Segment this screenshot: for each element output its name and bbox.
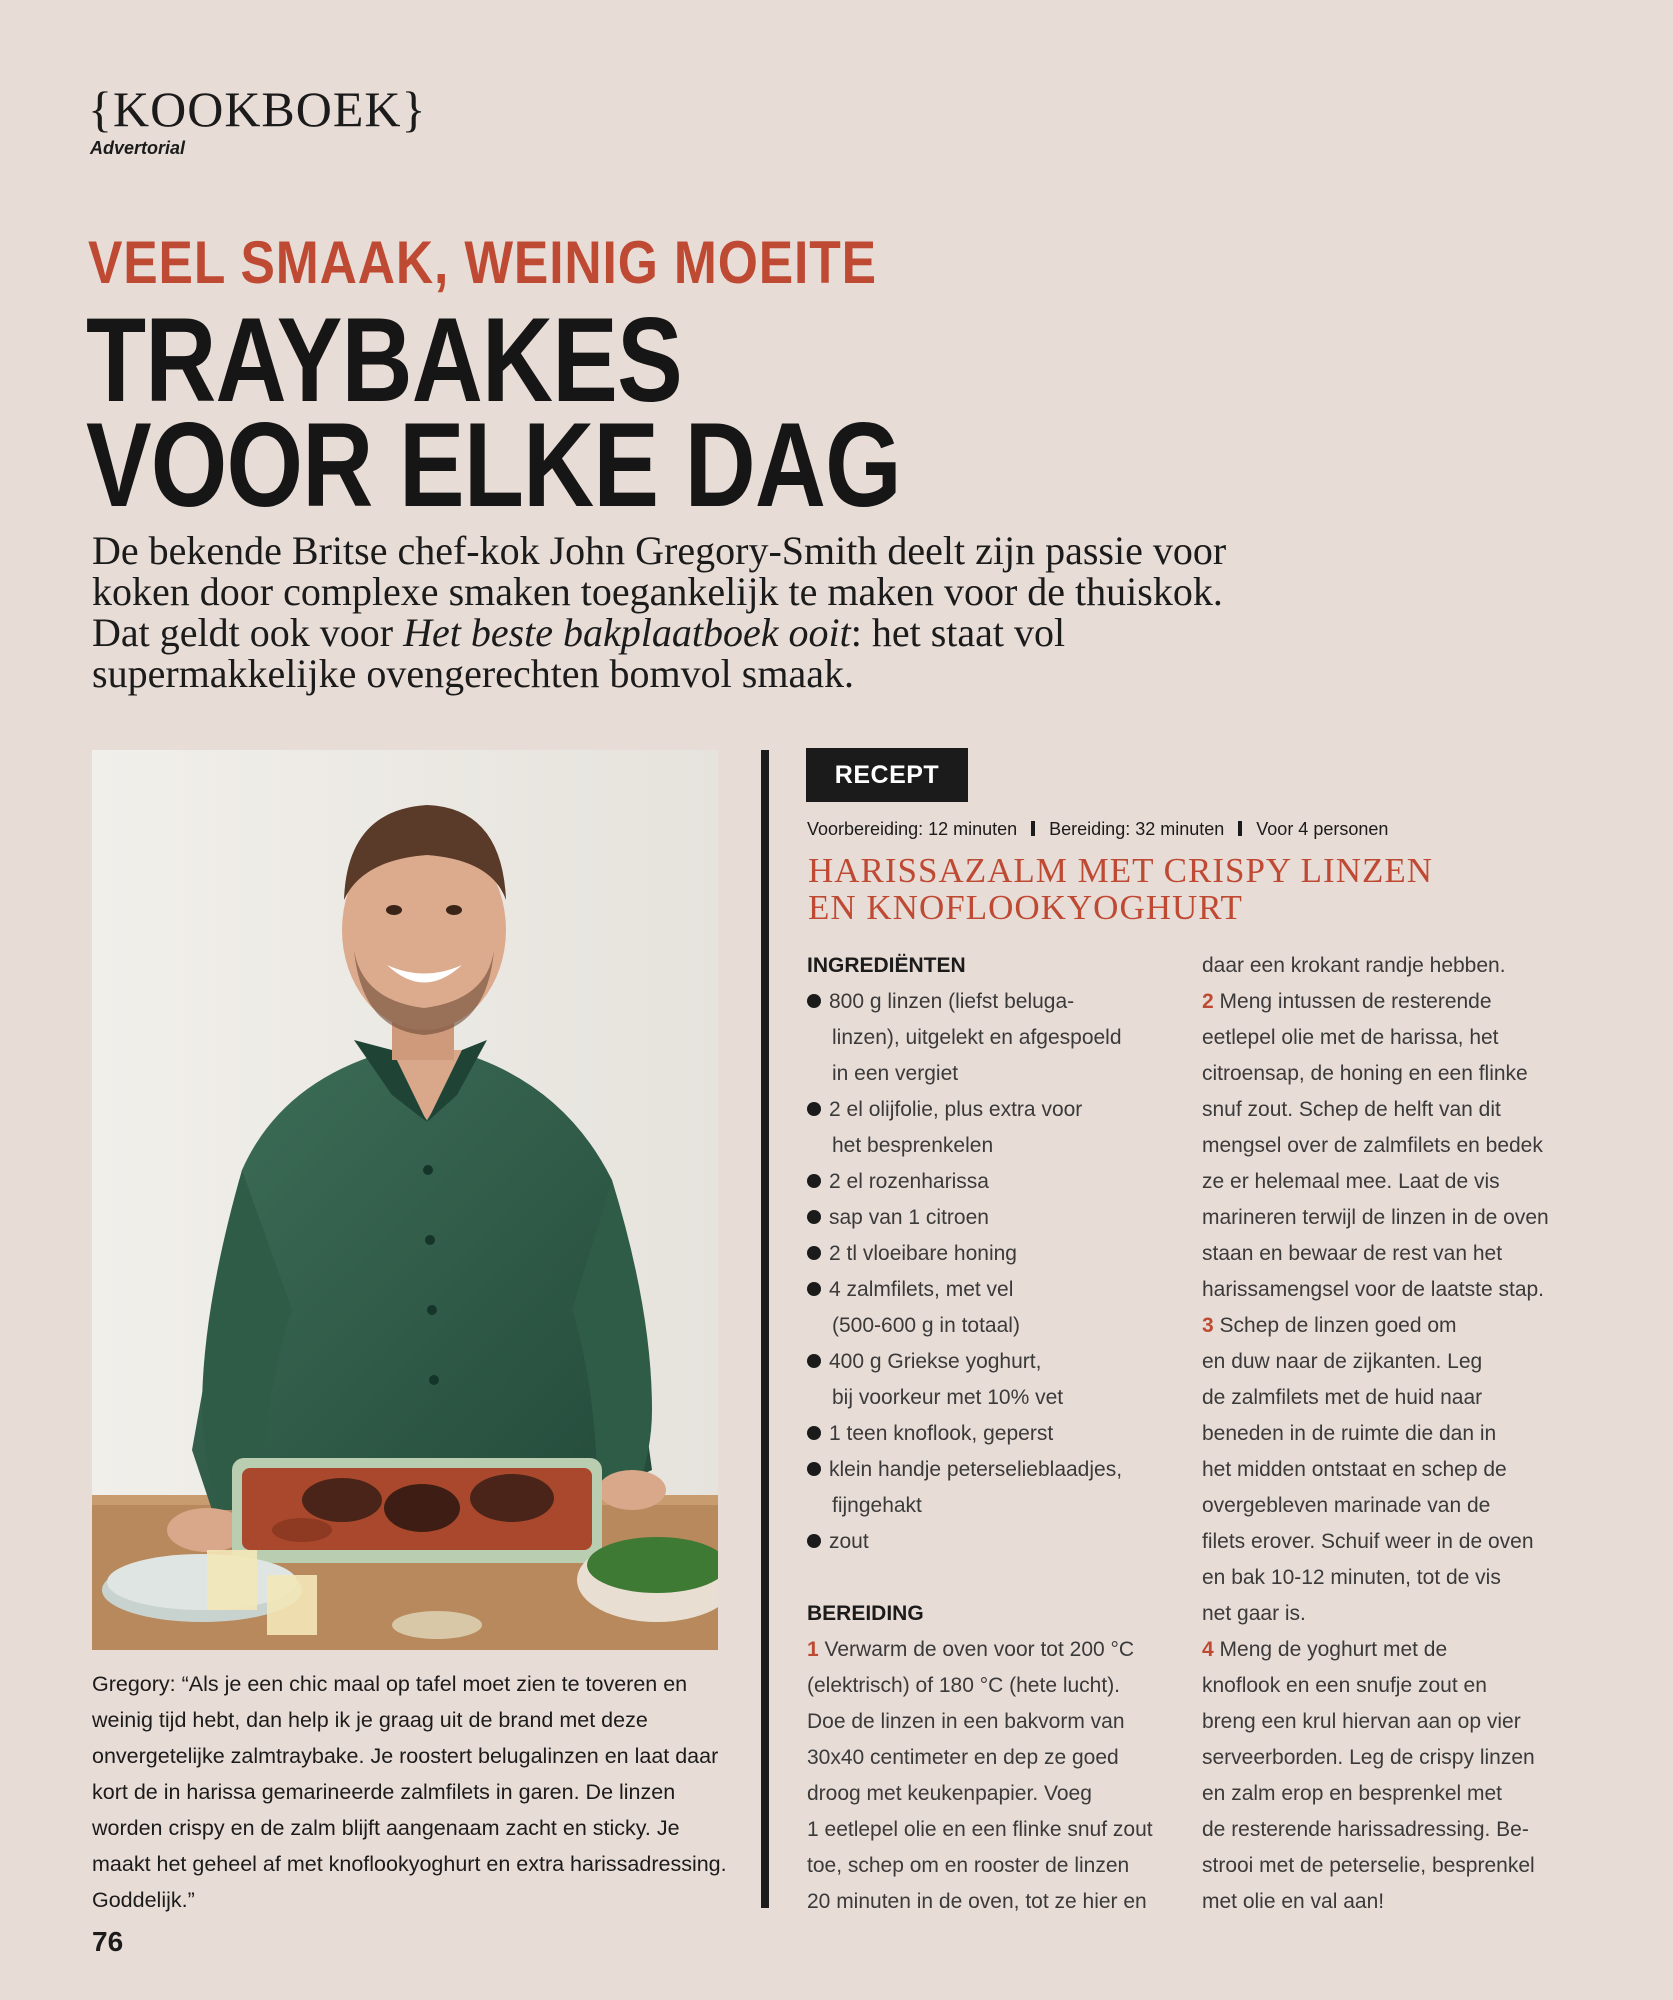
- ingredient-text: sap van 1 citroen: [829, 1206, 989, 1229]
- step-number: 1: [807, 1638, 819, 1661]
- headline-line-2: VOOR ELKE DAG: [86, 398, 901, 532]
- method-line: [1202, 1128, 1582, 1164]
- ingredient-line: [807, 1128, 1177, 1164]
- method-line: [1202, 1560, 1582, 1596]
- method-text: de resterende harissadressing. Be-: [1202, 1818, 1529, 1841]
- ingredient-line: [807, 1308, 1177, 1344]
- bullet-icon: [807, 1246, 821, 1260]
- method-text: filets erover. Schuif weer in de oven: [1202, 1530, 1534, 1553]
- intro-text-end: : het staat vol supermakkelijke ovengerechten bomvol smaak.: [92, 610, 1066, 696]
- section-tag: {KOOKBOEK}: [88, 81, 427, 137]
- recipe-badge: RECEPT: [806, 748, 968, 802]
- method-step-2: [1202, 984, 1582, 1308]
- ingredient-text: 2 el olijfolie, plus extra voor: [829, 1098, 1083, 1121]
- ingredient-item: [807, 1416, 1177, 1452]
- method-step-3: [1202, 1308, 1582, 1632]
- ingredient-line: [807, 1488, 1177, 1524]
- method-text: en zalm erop en besprenkel met: [1202, 1782, 1502, 1805]
- ingredient-text: linzen), uitgelekt en afgespoeld: [832, 1026, 1122, 1049]
- ingredient-text: zout: [829, 1530, 869, 1553]
- prep-time: Voorbereiding: 12 minuten: [807, 819, 1018, 839]
- method-text: toe, schep om en rooster de linzen: [807, 1854, 1130, 1877]
- method-text: citroensap, de honing en een flinke: [1202, 1062, 1528, 1085]
- method-step-1: [807, 1632, 1177, 1920]
- ingredient-text: 2 tl vloeibare honing: [829, 1242, 1017, 1265]
- meta-separator: [1031, 821, 1035, 836]
- ingredient-line: [807, 1092, 1177, 1128]
- method-text: snuf zout. Schep de helft van dit: [1202, 1098, 1501, 1121]
- bullet-icon: [807, 1102, 821, 1116]
- ingredient-text: 1 teen knoflook, geperst: [829, 1422, 1054, 1445]
- method-text: eetlepel olie met de harissa, het: [1202, 1026, 1499, 1049]
- method-text: serveerborden. Leg de crispy linzen: [1202, 1746, 1535, 1769]
- method-line: [807, 1632, 1177, 1668]
- chef-quote: Gregory: “Als je een chic maal op tafel moet zien te toveren en weinig tijd hebt, dan help ik je graag uit de brand met deze onvergetelijke zalmtraybake. Je roostert belugalinzen en laat daar kort de in harissa gemarineerde zalmfilets in garen. De linzen worden crispy en de zalm blijft aangenaam zacht en sticky. Je maakt het geheel af met knoflookyoghurt en extra harissadressing. Goddelijk.”: [92, 1672, 727, 1912]
- ingredient-line: [807, 1344, 1177, 1380]
- method-heading: BEREIDING: [807, 1602, 924, 1625]
- method-text: strooi met de peterselie, besprenkel: [1202, 1854, 1535, 1877]
- recipe-meta: [807, 819, 1388, 840]
- method-text: de zalmfilets met de huid naar: [1202, 1386, 1483, 1409]
- step-number: 3: [1202, 1314, 1214, 1337]
- ingredient-line: [807, 1056, 1177, 1092]
- method-line: [1202, 1524, 1582, 1560]
- step-number: 2: [1202, 990, 1214, 1013]
- ingredient-text: 800 g linzen (liefst beluga-: [829, 990, 1075, 1013]
- ingredient-text: klein handje peterselieblaadjes,: [829, 1458, 1123, 1481]
- method-line: [1202, 1344, 1582, 1380]
- bullet-icon: [807, 1426, 821, 1440]
- method-text: ze er helemaal mee. Laat de vis: [1202, 1170, 1500, 1193]
- method-line: [1202, 1740, 1582, 1776]
- ingredient-text: fijngehakt: [832, 1494, 922, 1517]
- bullet-icon: [807, 1174, 821, 1188]
- ingredient-line: [807, 1380, 1177, 1416]
- method-text: marineren terwijl de linzen in de oven: [1202, 1206, 1549, 1229]
- chef-photo: [92, 750, 718, 1650]
- method-text: overgebleven marinade van de: [1202, 1494, 1491, 1517]
- recipe-column-right: [1202, 948, 1582, 1920]
- method-line: [1202, 1272, 1582, 1308]
- method-text: Schep de linzen goed om: [1219, 1314, 1457, 1337]
- method-line: [1202, 1488, 1582, 1524]
- ingredient-line: [807, 1416, 1177, 1452]
- method-text: en duw naar de zijkanten. Leg: [1202, 1350, 1483, 1373]
- bullet-icon: [807, 1462, 821, 1476]
- intro-paragraph: [92, 530, 1232, 694]
- method-line: [807, 1848, 1177, 1884]
- method-line: [1202, 1200, 1582, 1236]
- method-line: [1202, 1776, 1582, 1812]
- method-text: Meng de yoghurt met de: [1219, 1638, 1448, 1661]
- method-text: net gaar is.: [1202, 1602, 1306, 1625]
- method-text: 30x40 centimeter en dep ze goed: [807, 1746, 1119, 1769]
- ingredient-text: (500-600 g in totaal): [832, 1314, 1020, 1337]
- page-number: 76: [92, 1926, 124, 1957]
- ingredient-line: [807, 1236, 1177, 1272]
- recipe-title-line-2: EN KNOFLOOKYOGHURT: [808, 888, 1243, 927]
- method-text: beneden in de ruimte die dan in: [1202, 1422, 1497, 1445]
- method-line: [1202, 984, 1582, 1020]
- column-divider: [761, 750, 769, 1908]
- method-line: [1202, 1632, 1582, 1668]
- bullet-icon: [807, 1354, 821, 1368]
- bullet-icon: [807, 1210, 821, 1224]
- method-line: [1202, 1236, 1582, 1272]
- ingredient-line: [807, 1020, 1177, 1056]
- ingredient-item: [807, 1524, 1177, 1560]
- method-line: [1202, 1848, 1582, 1884]
- ingredient-item: [807, 1236, 1177, 1272]
- ingredients-heading: INGREDIËNTEN: [807, 954, 966, 977]
- meta-separator: [1238, 821, 1242, 836]
- method-line: [1202, 1020, 1582, 1056]
- ingredient-item: [807, 1272, 1177, 1344]
- method-line: [1202, 1668, 1582, 1704]
- method-text: staan en bewaar de rest van het: [1202, 1242, 1503, 1265]
- method-line: [1202, 1056, 1582, 1092]
- method-text: droog met keukenpapier. Voeg: [807, 1782, 1092, 1805]
- ingredient-line: [807, 1164, 1177, 1200]
- method-line: [1202, 1416, 1582, 1452]
- bullet-icon: [807, 1282, 821, 1296]
- method-line: [807, 1740, 1177, 1776]
- ingredient-list: [807, 984, 1177, 1560]
- method-text: Meng intussen de resterende: [1219, 990, 1492, 1013]
- ingredient-line: [807, 1272, 1177, 1308]
- ingredient-item: [807, 984, 1177, 1092]
- ingredient-line: [807, 984, 1177, 1020]
- cook-time: Bereiding: 32 minuten: [1049, 819, 1225, 839]
- method-line: [1202, 1308, 1582, 1344]
- method-line: [807, 1668, 1177, 1704]
- advertorial-label: Advertorial: [90, 138, 186, 158]
- method-line: [807, 1776, 1177, 1812]
- ingredient-item: [807, 1452, 1177, 1524]
- method-line: [1202, 1596, 1582, 1632]
- bullet-icon: [807, 994, 821, 1008]
- method-line: [807, 1884, 1177, 1920]
- method-text: 1 eetlepel olie en een flinke snuf zout: [807, 1818, 1153, 1841]
- intro-text-start: De bekende Britse chef-kok John Gregory-Smith deelt zijn passie voor koken door complexe smaken toegankelijk te maken voor de thuiskok. Dat geldt ook voor: [92, 528, 1227, 655]
- method-text: 20 minuten in de oven, tot ze hier en: [807, 1890, 1147, 1913]
- method-line: [1202, 1380, 1582, 1416]
- method-text: het midden ontstaat en schep de: [1202, 1458, 1507, 1481]
- ingredient-text: 400 g Griekse yoghurt,: [829, 1350, 1042, 1373]
- ingredient-item: [807, 1344, 1177, 1416]
- method-step-4: [1202, 1632, 1582, 1920]
- method-line: [1202, 1092, 1582, 1128]
- ingredient-item: [807, 1200, 1177, 1236]
- method-text: Doe de linzen in een bakvorm van: [807, 1710, 1125, 1733]
- method-text: knoflook en een snufje zout en: [1202, 1674, 1487, 1697]
- method-line: [807, 1812, 1177, 1848]
- ingredient-line: [807, 1200, 1177, 1236]
- step-1-continuation: daar een krokant randje hebben.: [1202, 954, 1506, 977]
- headline: [86, 293, 901, 532]
- ingredient-text: het besprenkelen: [832, 1134, 994, 1157]
- method-text: met olie en val aan!: [1202, 1890, 1385, 1913]
- bullet-icon: [807, 1534, 821, 1548]
- ingredient-text: bij voorkeur met 10% vet: [832, 1386, 1064, 1409]
- ingredient-text: in een vergiet: [832, 1062, 959, 1085]
- method-line: [1202, 1452, 1582, 1488]
- ingredient-text: 4 zalmfilets, met vel: [829, 1278, 1014, 1301]
- ingredient-text: 2 el rozenharissa: [829, 1170, 989, 1193]
- method-text: en bak 10-12 minuten, tot de vis: [1202, 1566, 1501, 1589]
- ingredient-line: [807, 1452, 1177, 1488]
- recipe-title: [808, 852, 1608, 926]
- method-line: [1202, 1884, 1582, 1920]
- ingredient-item: [807, 1092, 1177, 1164]
- ingredient-item: [807, 1164, 1177, 1200]
- method-line: [807, 1704, 1177, 1740]
- method-text: harissamengsel voor de laatste stap.: [1202, 1278, 1545, 1301]
- method-text: breng een krul hiervan aan op vier: [1202, 1710, 1521, 1733]
- recipe-column-left: [807, 948, 1177, 1920]
- recipe-title-line-1: HARISSAZALM MET CRISPY LINZEN: [808, 851, 1434, 890]
- method-line: [1202, 1704, 1582, 1740]
- headline-line-1: TRAYBAKES: [86, 293, 682, 427]
- method-text: Verwarm de oven voor tot 200 °C: [824, 1638, 1135, 1661]
- ingredient-line: [807, 1524, 1177, 1560]
- chef-photo-illustration: [92, 750, 718, 1650]
- book-title: Het beste bakplaatboek ooit: [403, 610, 851, 655]
- method-text: (elektrisch) of 180 °C (hete lucht).: [807, 1674, 1121, 1697]
- step-number: 4: [1202, 1638, 1214, 1661]
- method-line: [1202, 1812, 1582, 1848]
- method-text: mengsel over de zalmfilets en bedek: [1202, 1134, 1543, 1157]
- method-line: [1202, 1164, 1582, 1200]
- kicker: VEEL SMAAK, WEINIG MOEITE: [88, 229, 877, 296]
- servings: Voor 4 personen: [1256, 819, 1389, 839]
